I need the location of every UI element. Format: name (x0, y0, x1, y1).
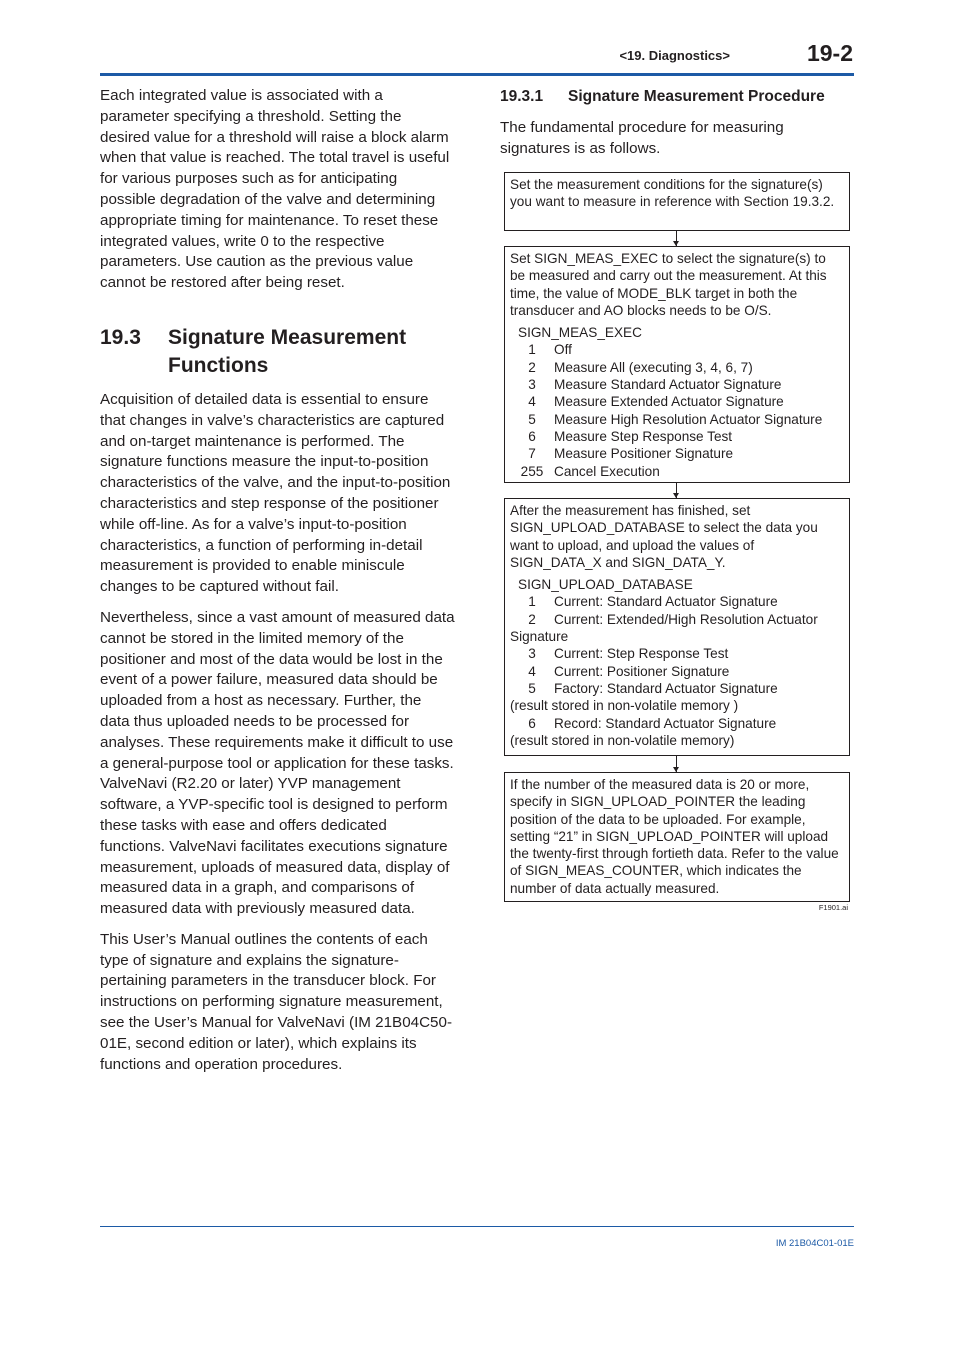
option-row (510, 341, 844, 358)
option-row (510, 428, 844, 445)
option-label: Current: Step Response Test (554, 646, 729, 662)
flow-step-4 (504, 772, 850, 902)
header-divider (100, 73, 854, 76)
option-code: 2 (528, 359, 536, 375)
footer-divider (100, 1226, 854, 1227)
document-id: IM 21B04C01-01E (775, 1238, 854, 1249)
chapter-title: <19. Diagnostics> (619, 48, 730, 63)
down-arrow-icon (671, 231, 683, 246)
option-label: Measure High Resolution Actuator Signature (554, 411, 823, 427)
option-label: Measure Standard Actuator Signature (554, 377, 782, 393)
parameter-name: SIGN_MEAS_EXEC (518, 325, 642, 341)
subsection-number: 19.3.1 (500, 88, 544, 105)
section-title: Signature Measurement Functions (168, 325, 407, 377)
option-row (510, 376, 844, 393)
option-label: Record: Standard Actuator Signature (554, 715, 777, 731)
subsection-heading (500, 86, 854, 108)
flow-step-text: Set SIGN_MEAS_EXEC to select the signature(s) to be measured and carry out the measurement. At this time, the value of MODE_BLK target in both the transducer and AO blocks needs to be O/S. (510, 251, 827, 318)
option-label: Current: Extended/High Resolution Actuator (554, 611, 818, 627)
flow-step-text: Set the measurement conditions for the signature(s) you want to measure in reference with Section 19.3.2. (510, 177, 835, 210)
section-number: 19.3 (100, 325, 141, 349)
figure-id: F1901.ai (818, 903, 848, 912)
option-label: Measure Step Response Test (554, 428, 733, 444)
option-label: Current: Positioner Signature (554, 663, 730, 679)
right-column (500, 86, 854, 160)
option-label: Off (554, 342, 572, 358)
option-code: 4 (528, 394, 536, 410)
body-paragraph: This User’s Manual outlines the contents of each type of signature and explains the signature-pertaining parameters in the transducer block. For instructions on performing signature measurement, see the User’s Manual for ValveNavi (IM 21B04C50-01E, second edition or later), which explains its functions and operation procedures. (100, 930, 453, 1073)
body-paragraph: Nevertheless, since a vast amount of measured data cannot be stored in the limited memory of the positioner and most of the data would be lost in the event of a power failure, measured data should be uploaded from a host as necessary. Further, the data thus uploaded needs to be processed for analyses. These requirements make it difficult to use a general-purpose tool or application for these tasks. ValveNavi (R2.20 or later) YVP management software, a YVP-specific tool is designed to perform these tasks with ease and offers dedicated functions. ValveNavi facilitates executions signature measurement, uploads of measured data, display of measured data in a graph, and comparisons of measured data with previously measured data. (100, 608, 455, 918)
option-code: 6 (528, 428, 536, 444)
option-code: 2 (528, 611, 536, 627)
option-row (510, 445, 844, 462)
option-code: 3 (528, 646, 536, 662)
parameter-name: SIGN_UPLOAD_DATABASE (518, 577, 693, 593)
option-row (510, 411, 844, 428)
option-label: Measure Positioner Signature (554, 446, 734, 462)
flow-step-text: If the number of the measured data is 20 or more, specify in SIGN_UPLOAD_POINTER the leading position of the data to be uploaded. For example, setting “21” in SIGN_UPLOAD_POINTER will upload the twenty-first through fortieth data. Refer to the value of SIGN_MEAS_COUNTER, which indicates the number of data actually measured. (510, 777, 839, 896)
option-continuation: Signature (510, 629, 569, 645)
section-heading (100, 324, 455, 380)
option-code: 1 (528, 342, 536, 358)
option-row (510, 715, 844, 732)
option-label: Measure Extended Actuator Signature (554, 394, 784, 410)
flow-step-2 (504, 246, 850, 483)
option-label: Cancel Execution (554, 463, 660, 479)
flow-step-1 (504, 172, 850, 231)
page-number: 19-2 (806, 40, 853, 66)
option-code: 6 (528, 715, 536, 731)
option-row (510, 463, 844, 480)
option-code: 5 (528, 411, 536, 427)
subsection-title: Signature Measurement Procedure (568, 88, 825, 105)
option-label: Measure All (executing 3, 4, 6, 7) (554, 359, 753, 375)
option-continuation: (result stored in non-volatile memory) (510, 732, 735, 748)
option-row (510, 593, 844, 610)
option-code: 1 (528, 594, 536, 610)
option-row (510, 611, 844, 628)
body-paragraph: Acquisition of detailed data is essential to ensure that changes in valve’s characteristics are captured and on-target maintenance is performed. The signature functions measure the input-to-position characteristics of the valve, and the input-to-position characteristics and step response of the positioner while off-line. As for a valve’s input-to-position characteristics, a function of performing in-detail measurement is provided to enable miniscule changes to be captured without fail. (100, 390, 451, 596)
intro-paragraph: Each integrated value is associated with a parameter specifying a threshold. Setting the desired value for a threshold will raise a block alarm when that value is reached. The total travel is useful for various purposes such as for anticipating possible degradation of the valve and determining appropriate timing for maintenance. To reset these integrated values, write 0 to the respective parameters. Use caution as the previous value cannot be restored after being reset. (100, 87, 450, 292)
option-label: Current: Standard Actuator Signature (554, 594, 778, 610)
flow-step-text: After the measurement has finished, set SIGN_UPLOAD_DATABASE to select the data you want to upload, and upload the values of SIGN_DATA_X and SIGN_DATA_Y. (510, 503, 818, 570)
option-label: Factory: Standard Actuator Signature (554, 680, 778, 696)
option-continuation: (result stored in non-volatile memory ) (510, 698, 739, 714)
down-arrow-icon (671, 483, 683, 498)
option-row (510, 359, 844, 376)
procedure-intro: The fundamental procedure for measuring signatures is as follows. (500, 119, 784, 157)
option-code: 7 (528, 446, 536, 462)
option-code: 3 (528, 377, 536, 393)
option-code: 255 (520, 463, 544, 479)
down-arrow-icon (671, 756, 683, 772)
option-row (510, 663, 844, 680)
option-code: 4 (528, 663, 536, 679)
option-row (510, 393, 844, 410)
option-row (510, 680, 844, 697)
option-row (510, 645, 844, 662)
flow-step-3 (504, 498, 850, 756)
option-code: 5 (528, 680, 536, 696)
left-column (100, 86, 455, 1085)
